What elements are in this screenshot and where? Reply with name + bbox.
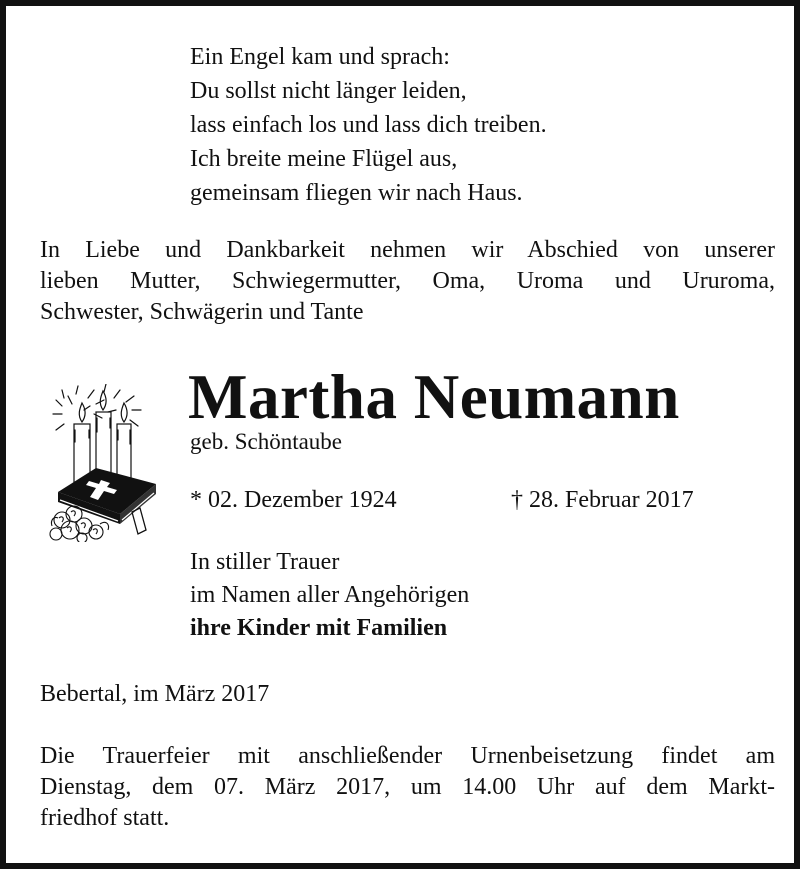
poem	[190, 40, 547, 210]
intro-text	[40, 235, 775, 328]
poem-line: lass einfach los und lass dich treiben.	[190, 112, 547, 138]
mourners-line: In stiller Trauer	[190, 549, 340, 575]
poem-line: Ich breite meine Flügel aus,	[190, 146, 458, 172]
mourners-signature: ihre Kinder mit Familien	[190, 615, 448, 641]
birth-date: * 02. Dezember 1924	[190, 487, 397, 513]
funeral-line: Die Trauerfeier mit anschließender Urnenbeisetzung findet am	[40, 743, 775, 769]
poem-line: gemeinsam fliegen wir nach Haus.	[190, 180, 523, 206]
candles-bible-flowers-icon	[48, 384, 160, 547]
intro-line: In Liebe und Dankbarkeit nehmen wir Abschied von unserer	[40, 237, 775, 263]
mourners-line: im Namen aller Angehörigen	[190, 582, 470, 608]
death-date: † 28. Februar 2017	[511, 487, 694, 513]
place-date: Bebertal, im März 2017	[40, 681, 270, 707]
maiden-name: geb. Schöntaube	[190, 429, 343, 454]
intro-line: lieben Mutter, Schwiegermutter, Oma, Uroma und Ururoma,	[40, 268, 775, 294]
funeral-line: Dienstag, dem 07. März 2017, um 14.00 Uhr auf dem Markt-	[40, 774, 775, 800]
mourners-block	[190, 546, 469, 645]
deceased-name: Martha Neumann	[188, 362, 680, 432]
intro-line: Schwester, Schwägerin und Tante	[40, 299, 364, 325]
poem-line: Du sollst nicht länger leiden,	[190, 78, 467, 104]
funeral-info	[40, 741, 775, 834]
poem-line: Ein Engel kam und sprach:	[190, 44, 450, 70]
funeral-line: friedhof statt.	[40, 805, 170, 831]
